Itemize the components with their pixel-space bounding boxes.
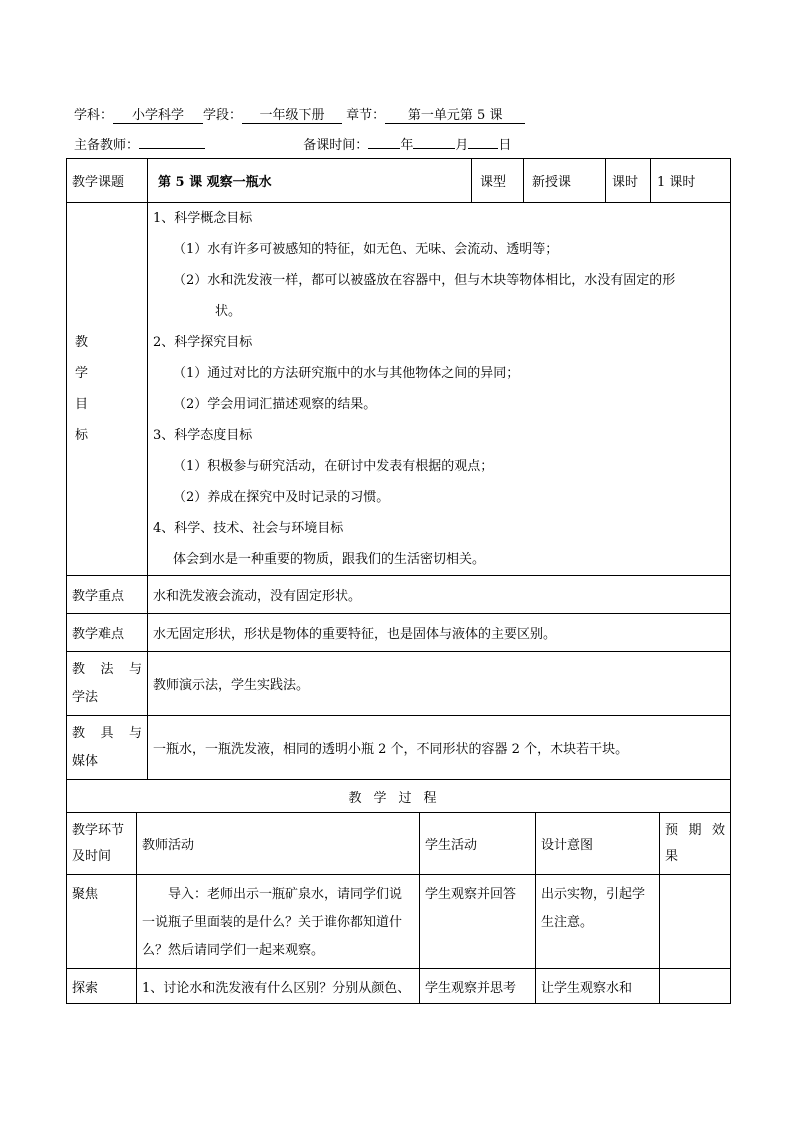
teacher-activity-cell: 导入：老师出示一瓶矿泉水，请同学们说一说瓶子里面装的是什么？关于谁你都知道什么？然后请同学们一起来观察。 [137, 875, 420, 969]
student-activity-cell: 学生观察并回答 [420, 875, 536, 969]
tools-label: 教 具 与 媒体 [67, 716, 148, 780]
key-point-label: 教学重点 [67, 576, 148, 614]
method-row [67, 652, 731, 716]
difficulty-row [67, 614, 731, 652]
process-table [66, 812, 731, 1004]
expected-effect-cell [660, 969, 731, 1004]
stage-cell: 聚焦 [67, 875, 137, 969]
prep-time-label: 备课时间： [303, 138, 369, 153]
key-point-row [67, 576, 731, 614]
key-point-value: 水和洗发液会流动，没有固定形状。 [148, 576, 731, 614]
objective-line: （2）学会用词汇描述观察的结果。 [173, 397, 377, 412]
process-title-row [67, 780, 731, 813]
objectives-label: 教 学 目 标 [67, 203, 148, 576]
day-label: 日 [498, 138, 512, 153]
stage-label: 学段： [203, 108, 243, 123]
tools-row [67, 716, 731, 780]
objectives-content [148, 203, 731, 576]
process-header-row [67, 813, 731, 875]
design-intent-cell: 让学生观察水和 [536, 969, 660, 1004]
year-label: 年 [400, 138, 414, 153]
objective-line: （1）积极参与研究活动，在研讨中发表有根据的观点； [173, 459, 494, 474]
teacher-value [139, 148, 205, 149]
method-label: 教 法 与 学法 [67, 652, 148, 716]
subject-label: 学科： [74, 108, 114, 123]
objective-line: （1）水有许多可被感知的特征，如无色、无味、会流动、透明等； [173, 242, 559, 257]
topic-row [67, 159, 731, 203]
teacher-activity-cell: 1、讨论水和洗发液有什么区别？分别从颜色、 [137, 969, 420, 1004]
hours-value: 1 课时 [651, 159, 731, 203]
process-row [67, 875, 731, 969]
difficulty-label: 教学难点 [67, 614, 148, 652]
objective-line: 体会到水是一种重要的物质，跟我们的生活密切相关。 [173, 552, 486, 567]
chapter-label: 章节： [346, 108, 386, 123]
design-intent-header: 设计意图 [536, 813, 660, 875]
objective-line: 4、科学、技术、社会与环境目标 [153, 521, 344, 536]
process-title: 教学过程 [67, 780, 731, 813]
chapter-value: 第一单元第 5 课 [385, 108, 525, 124]
objective-line: 2、科学探究目标 [153, 335, 253, 350]
objective-line: 状。 [215, 304, 242, 319]
expected-effect-header: 预 期 效 果 [660, 813, 731, 875]
expected-effect-cell [660, 875, 731, 969]
objective-line: （2）水和洗发液一样，都可以被盛放在容器中，但与木块等物体相比，水没有固定的形 [173, 273, 676, 288]
objective-line: （1）通过对比的方法研究瓶中的水与其他物体之间的异同； [173, 366, 520, 381]
topic-label: 教学课题 [67, 159, 148, 203]
student-activity-cell: 学生观察并思考 [420, 969, 536, 1004]
subject-value: 小学科学 [113, 108, 203, 124]
stage-value: 一年级下册 [242, 108, 342, 124]
method-value: 教师演示法，学生实践法。 [148, 652, 731, 716]
tools-value: 一瓶水，一瓶洗发液，相同的透明小瓶 2 个，不同形状的容器 2 个，木块若干块。 [148, 716, 731, 780]
header-line-1 [74, 104, 525, 124]
header-line-2 [74, 134, 511, 153]
stage-header: 教学环节 及时间 [67, 813, 137, 875]
month-label: 月 [455, 138, 469, 153]
teacher-label: 主备教师： [74, 138, 140, 153]
type-label: 课型 [472, 159, 524, 203]
stage-cell: 探索 [67, 969, 137, 1004]
type-value: 新授课 [524, 159, 606, 203]
objective-line: 1、科学概念目标 [153, 211, 253, 226]
objective-line: 3、科学态度目标 [153, 428, 253, 443]
lesson-plan-grid [66, 158, 731, 813]
objectives-row [67, 203, 731, 576]
teacher-activity-header: 教师活动 [137, 813, 420, 875]
design-intent-cell: 出示实物，引起学生注意。 [536, 875, 660, 969]
difficulty-value: 水无固定形状，形状是物体的重要特征，也是固体与液体的主要区别。 [148, 614, 731, 652]
student-activity-header: 学生活动 [420, 813, 536, 875]
objective-line: （2）养成在探究中及时记录的习惯。 [173, 490, 390, 505]
process-row [67, 969, 731, 1004]
lesson-title: 第 5 课 观察一瓶水 [148, 159, 472, 203]
hours-label: 课时 [606, 159, 651, 203]
